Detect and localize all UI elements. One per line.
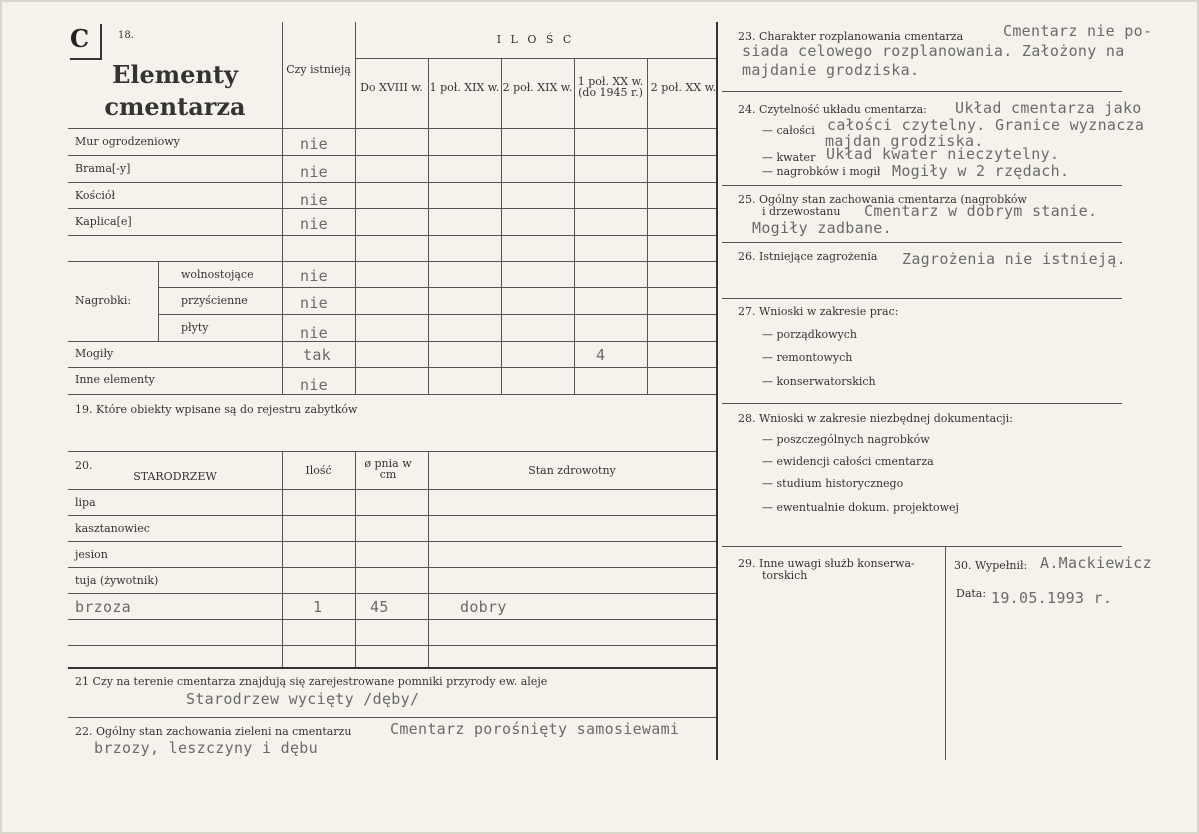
grid-line <box>158 314 716 315</box>
grid-line <box>68 619 716 620</box>
grid-line <box>355 58 716 59</box>
s24-sub-quarters: — kwater <box>762 151 815 164</box>
s20-col-health: Stan zdrowotny <box>528 464 616 477</box>
grid-line <box>428 58 429 394</box>
s30-date: 19.05.1993 r. <box>991 589 1113 607</box>
s24-value-1: całości czytelny. Granice wyznacza <box>827 116 1145 134</box>
row-label: Kaplica[e] <box>75 215 132 228</box>
grid-line <box>68 593 716 594</box>
grid-line <box>722 91 1122 92</box>
tree-diam: 45 <box>370 598 389 616</box>
tree-name: lipa <box>75 496 96 509</box>
s24-value-0: Układ cmentarza jako <box>955 99 1142 117</box>
exists-value: nie <box>300 163 328 181</box>
s23-value-2: siada celowego rozplanowania. Założony na <box>742 42 1125 60</box>
s24-value-4: Mogiły w 2 rzędach. <box>892 162 1070 180</box>
grid-line <box>68 489 716 490</box>
grid-line <box>428 451 429 667</box>
row-label: wolnostojące <box>181 268 254 281</box>
tree-health: dobry <box>460 598 507 616</box>
row-label: Kościół <box>75 189 116 202</box>
s25-label-2: i drzewostanu <box>762 205 841 218</box>
grid-line <box>68 394 716 395</box>
s28-item: — ewentualnie dokum. projektowej <box>762 501 959 514</box>
s26-value: Zagrożenia nie istnieją. <box>902 250 1126 268</box>
title-line-1: Elementy <box>112 60 238 89</box>
exists-value: nie <box>300 376 328 394</box>
grid-line <box>68 645 716 646</box>
s30-name: A.Mackiewicz <box>1040 554 1152 572</box>
tree-name: jesion <box>75 548 108 561</box>
row-label: przyścienne <box>181 294 248 307</box>
s21-value: Starodrzew wycięty /dęby/ <box>186 690 420 708</box>
period-header: 1 poł. XIX w. <box>429 81 500 94</box>
tree-qty: 1 <box>313 598 323 616</box>
s27-item: — konserwatorskich <box>762 375 876 388</box>
grid-line <box>68 451 716 452</box>
s28-label: 28. Wnioski w zakresie niezbędnej dokumentacji: <box>738 412 1013 425</box>
grid-line <box>722 185 1122 186</box>
grid-line <box>355 451 356 667</box>
exists-value: tak <box>303 346 331 364</box>
grid-line <box>722 242 1122 243</box>
grid-line <box>945 546 946 760</box>
s24-sub-total: — całości <box>762 124 815 137</box>
period-header: Do XVIII w. <box>360 81 423 94</box>
grid-line <box>68 261 716 262</box>
s24-value-2: majdan grodziska. <box>825 132 984 150</box>
tree-name-typed: brzoza <box>75 598 131 616</box>
s28-item: — studium historycznego <box>762 477 903 490</box>
grid-line <box>722 403 1122 404</box>
grid-line <box>68 182 716 183</box>
s24-label: 24. Czytelność układu cmentarza: <box>738 103 927 116</box>
row-label: Brama[-y] <box>75 162 131 175</box>
s30-date-label: Data: <box>956 587 987 600</box>
grid-line <box>68 567 716 568</box>
s27-item: — remontowych <box>762 351 852 364</box>
exists-value: nie <box>300 267 328 285</box>
col-quantity-header: I L O Ś C <box>496 33 575 46</box>
section-18-number: 18. <box>118 30 134 41</box>
s26-label: 26. Istniejące zagrożenia <box>738 250 878 263</box>
s20-col-qty: Ilość <box>305 464 332 477</box>
grid-line <box>722 546 1122 547</box>
grid-line <box>158 287 716 288</box>
grid-line <box>68 667 716 669</box>
exists-value: nie <box>300 191 328 209</box>
s28-item: — poszczególnych nagrobków <box>762 433 930 446</box>
row-label: Inne elementy <box>75 373 155 386</box>
row-label: Mur ogrodzeniowy <box>75 135 180 148</box>
s28-item: — ewidencji całości cmentarza <box>762 455 934 468</box>
period-header: 2 poł. XIX w. <box>502 81 573 94</box>
s25-value-1: Cmentarz w dobrym stanie. <box>864 202 1098 220</box>
s24-value-3: Układ kwater nieczytelny. <box>826 145 1060 163</box>
card-letter-border <box>100 24 102 58</box>
s30-label: 30. Wypełnił: <box>954 559 1028 572</box>
s23-value-1: Cmentarz nie po- <box>1003 22 1153 40</box>
s20-number: 20. <box>75 459 93 472</box>
s21-label: 21 Czy na terenie cmentarza znajdują się zarejestrowane pomniki przyrody ew. aleje <box>75 675 548 688</box>
grid-line <box>68 515 716 516</box>
grid-line <box>68 155 716 156</box>
grid-line <box>647 58 648 394</box>
title-line-2: cmentarza <box>104 92 246 121</box>
mogily-count: 4 <box>596 346 606 364</box>
s25-value-2: Mogiły zadbane. <box>752 219 892 237</box>
s23-value-3: majdanie grodziska. <box>742 61 920 79</box>
s20-title: STARODRZEW <box>133 470 217 483</box>
grid-line <box>68 208 716 209</box>
col-exists-header: Czy istnieją <box>286 63 351 76</box>
row-label: płyty <box>181 321 209 334</box>
s22-value-1: Cmentarz porośnięty samosiewami <box>390 720 680 738</box>
s24-sub-graves: — nagrobków i mogił <box>762 165 881 178</box>
grid-line <box>68 128 716 129</box>
s25-label-1: 25. Ogólny stan zachowania cmentarza (nagrobków <box>738 193 1027 206</box>
grid-line <box>282 451 283 667</box>
exists-value: nie <box>300 324 328 342</box>
s27-item: — porządkowych <box>762 328 857 341</box>
nagrobki-label: Nagrobki: <box>75 294 132 307</box>
row-label: Mogiły <box>75 347 114 360</box>
s29-label-1: 29. Inne uwagi służb konserwa- <box>738 557 915 570</box>
grid-line <box>68 341 716 342</box>
grid-line <box>68 235 716 236</box>
exists-value: nie <box>300 135 328 153</box>
card-letter: C <box>70 24 90 53</box>
period-header: 1 poł. XX w. (do 1945 r.) <box>577 75 644 99</box>
s27-label: 27. Wnioski w zakresie prac: <box>738 305 899 318</box>
center-divider <box>716 22 718 760</box>
grid-line <box>68 541 716 542</box>
exists-value: nie <box>300 215 328 233</box>
grid-line <box>158 261 159 341</box>
tree-name: kasztanowiec <box>75 522 150 535</box>
grid-line <box>68 717 716 718</box>
s22-label: 22. Ogólny stan zachowania zieleni na cmentarzu <box>75 725 352 738</box>
s20-col-diam: ø pnia w cm <box>364 457 412 481</box>
exists-value: nie <box>300 294 328 312</box>
grid-line <box>68 367 716 368</box>
grid-line <box>501 58 502 394</box>
grid-line <box>574 58 575 394</box>
grid-line <box>722 298 1122 299</box>
period-header: 2 poł. XX w. <box>650 81 717 94</box>
s29-label-2: torskich <box>762 569 808 582</box>
tree-name: tuja (żywotnik) <box>75 574 159 587</box>
s23-label: 23. Charakter rozplanowania cmentarza <box>738 30 964 43</box>
s19-label: 19. Które obiekty wpisane są do rejestru zabytków <box>75 403 358 416</box>
s22-value-2: brzozy, leszczyny i dębu <box>94 739 318 757</box>
